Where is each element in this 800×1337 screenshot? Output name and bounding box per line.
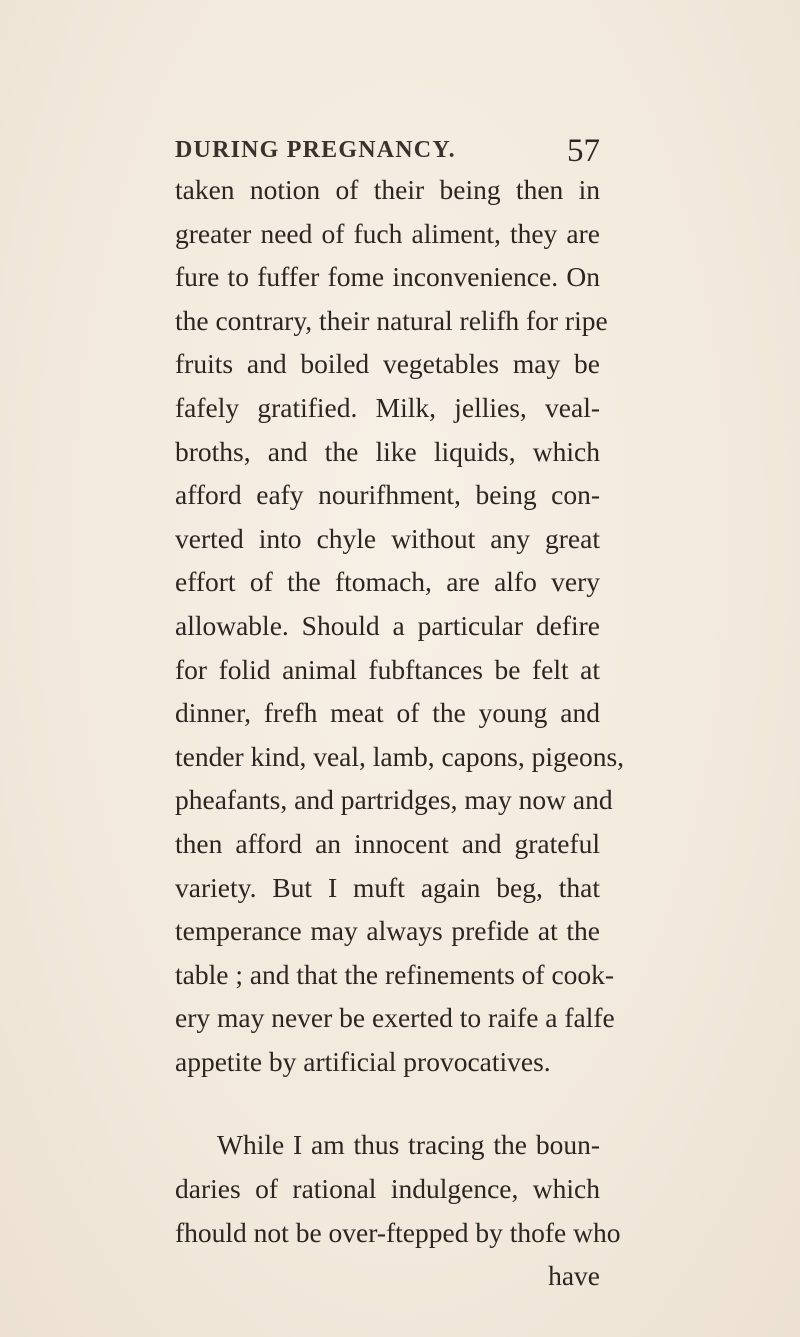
text-line: fruits and boiled vegetables may be [175, 348, 600, 380]
text-line: temperance may always prefide at the [175, 915, 600, 947]
text-line: for folid animal fubftances be felt at [175, 653, 600, 685]
text-line: table ; and that the refinements of cook- [175, 958, 615, 990]
text-line: appetite by artificial provocatives. [175, 1045, 551, 1077]
paragraph-gap [175, 1083, 600, 1123]
body-text [175, 168, 625, 1298]
text-line: daries of rational indulgence, which [175, 1173, 600, 1205]
text-line: taken notion of their being then in [175, 174, 600, 205]
running-head [175, 133, 600, 173]
text-line: fhould not be over-ftepped by thofe who [175, 1216, 621, 1248]
running-title: DURING PREGNANCY. [175, 137, 456, 163]
paragraph-1 [175, 168, 625, 1083]
text-line: effort of the ftomach, are alfo very [175, 566, 600, 598]
text-line: fure to fuffer fome inconvenience. On [175, 261, 600, 293]
text-line: allowable. Should a particular defire [175, 609, 600, 641]
text-line: the contrary, their natural relifh for ripe [175, 304, 608, 336]
text-line: broths, and the like liquids, which [175, 435, 600, 467]
text-line: afford eafy nourifhment, being con- [175, 479, 600, 511]
paragraph-2 [175, 1123, 621, 1297]
text-line: While I am thus tracing the boun- [217, 1129, 600, 1161]
text-line: then afford an innocent and grateful [175, 827, 600, 859]
text-line: tender kind, veal, lamb, capons, pigeons, [175, 740, 625, 772]
text-line: fafely gratified. Milk, jellies, veal- [175, 391, 600, 423]
text-line: pheafants, and partridges, may now and [175, 784, 613, 816]
text-line: variety. But I muft again beg, that [175, 871, 600, 903]
page-number: 57 [567, 133, 600, 169]
text-line: verted into chyle without any great [175, 522, 600, 554]
text-line: greater need of fuch aliment, they are [175, 217, 600, 249]
text-line: dinner, frefh meat of the young and [175, 697, 600, 729]
catchword: have [548, 1260, 600, 1292]
text-line: ery may never be exerted to raife a falfe [175, 1002, 615, 1034]
